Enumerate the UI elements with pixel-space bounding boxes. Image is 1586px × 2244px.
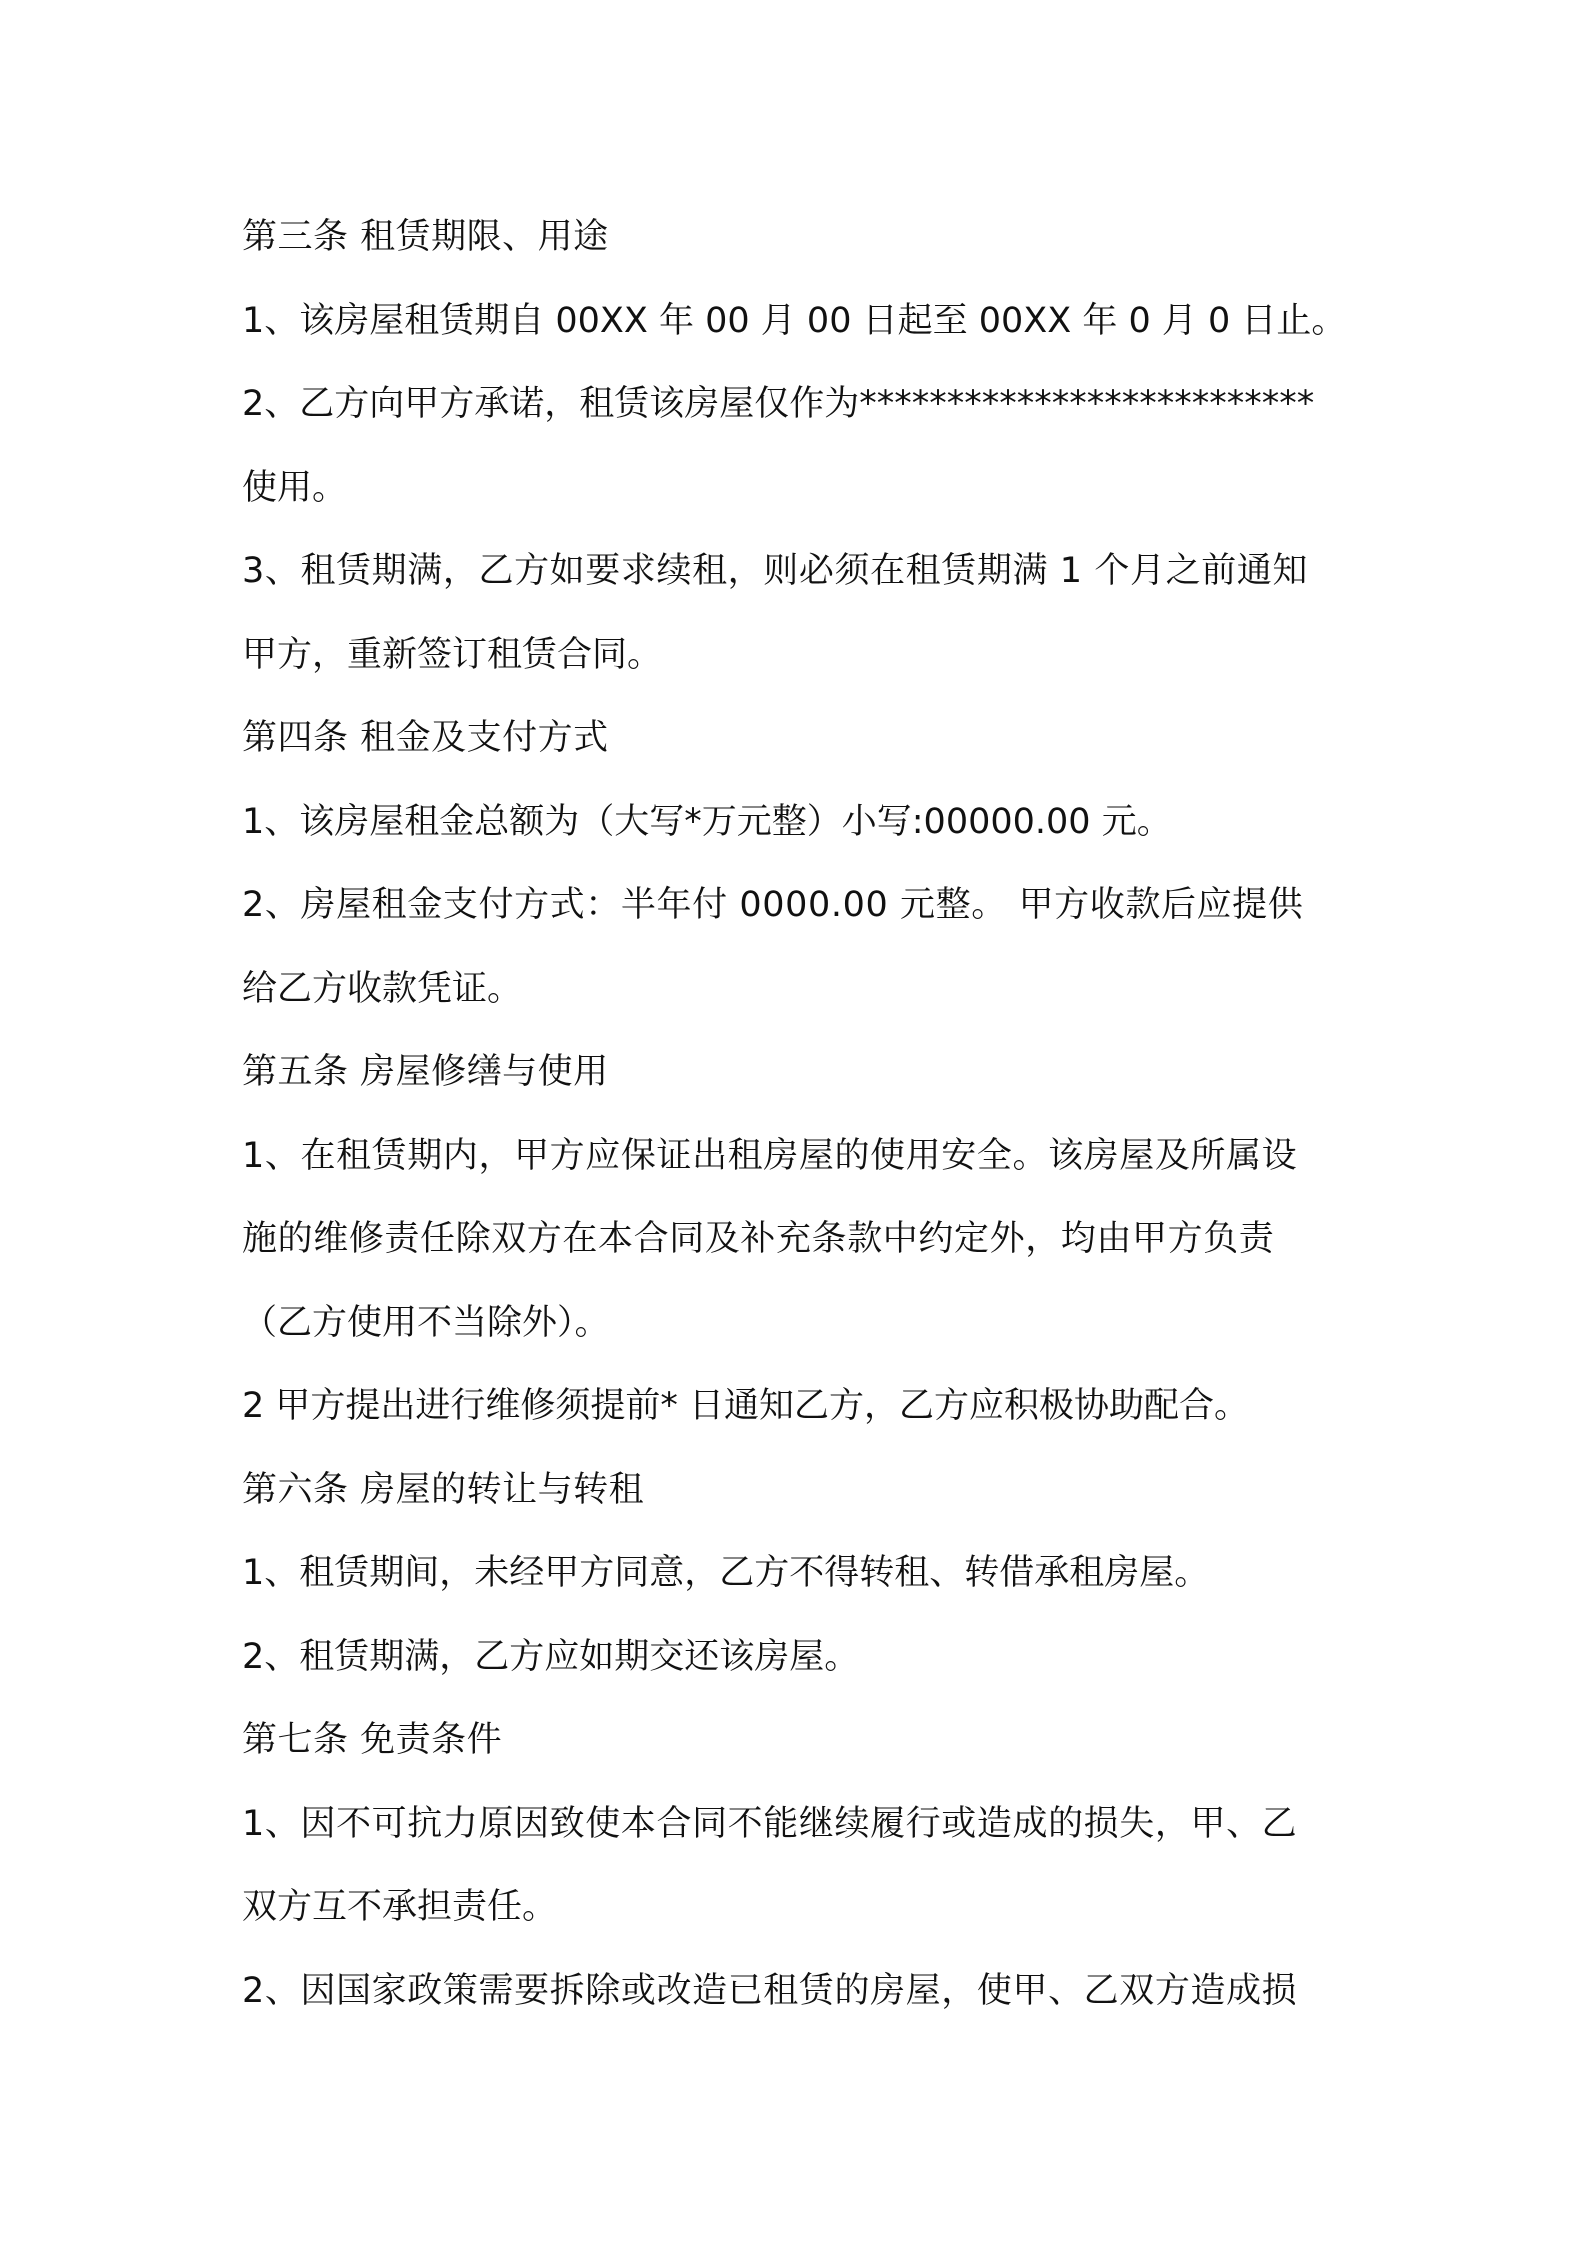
article-5-heading: 第五条 房屋修缮与使用 <box>242 1052 609 1092</box>
article-4-heading: 第四条 租金及支付方式 <box>242 718 609 758</box>
article-5-clause-2: 2 甲方提出进行维修须提前* 日通知乙方，乙方应积极协助配合。 <box>242 1386 1250 1426</box>
article-7-clause-1: 1、因不可抗力原因致使本合同不能继续履行或造成的损失，甲、乙 <box>242 1803 1298 1844</box>
article-4-clause-2-cont: 给乙方收款凭证。 <box>242 968 523 1009</box>
article-3-clause-3-cont: 甲方，重新签订租赁合同。 <box>242 634 663 675</box>
article-7-clause-2: 2、因国家政策需要拆除或改造已租赁的房屋，使甲、乙双方造成损 <box>242 1970 1298 2011</box>
article-3-clause-2: 2、乙方向甲方承诺，租赁该房屋仅作为************************** <box>242 384 1315 424</box>
article-3-clause-1: 1、该房屋租赁期自 00XX 年 00 月 00 日起至 00XX 年 0 月 0 日止。 <box>242 300 1347 341</box>
article-5-clause-1: 1、在租赁期内，甲方应保证出租房屋的使用安全。该房屋及所属设 <box>242 1135 1298 1176</box>
article-7-heading: 第七条 免责条件 <box>242 1720 503 1760</box>
article-5-clause-1-cont: 施的维修责任除双方在本合同及补充条款中约定外，均由甲方负责 <box>242 1219 1275 1259</box>
article-5-clause-1-end: （乙方使用不当除外）。 <box>242 1302 610 1343</box>
article-4-clause-1: 1、该房屋租金总额为（大写*万元整）小写:00000.00 元。 <box>242 801 1172 842</box>
article-3-clause-3: 3、租赁期满，乙方如要求续租，则必须在租赁期满 1 个月之前通知 <box>242 551 1308 591</box>
document-body <box>242 196 1352 2033</box>
article-3-clause-2-cont: 使用。 <box>242 467 348 508</box>
article-6-clause-1: 1、租赁期间，未经甲方同意，乙方不得转租、转借承租房屋。 <box>242 1553 1210 1593</box>
article-6-clause-2: 2、租赁期满，乙方应如期交还该房屋。 <box>242 1636 860 1677</box>
article-4-clause-2: 2、房屋租金支付方式：半年付 0000.00 元整。 甲方收款后应提供 <box>242 885 1304 925</box>
article-7-clause-1-cont: 双方互不承担责任。 <box>242 1887 558 1927</box>
article-3-heading: 第三条 租赁期限、用途 <box>242 217 609 257</box>
article-6-heading: 第六条 房屋的转让与转租 <box>242 1469 645 1510</box>
